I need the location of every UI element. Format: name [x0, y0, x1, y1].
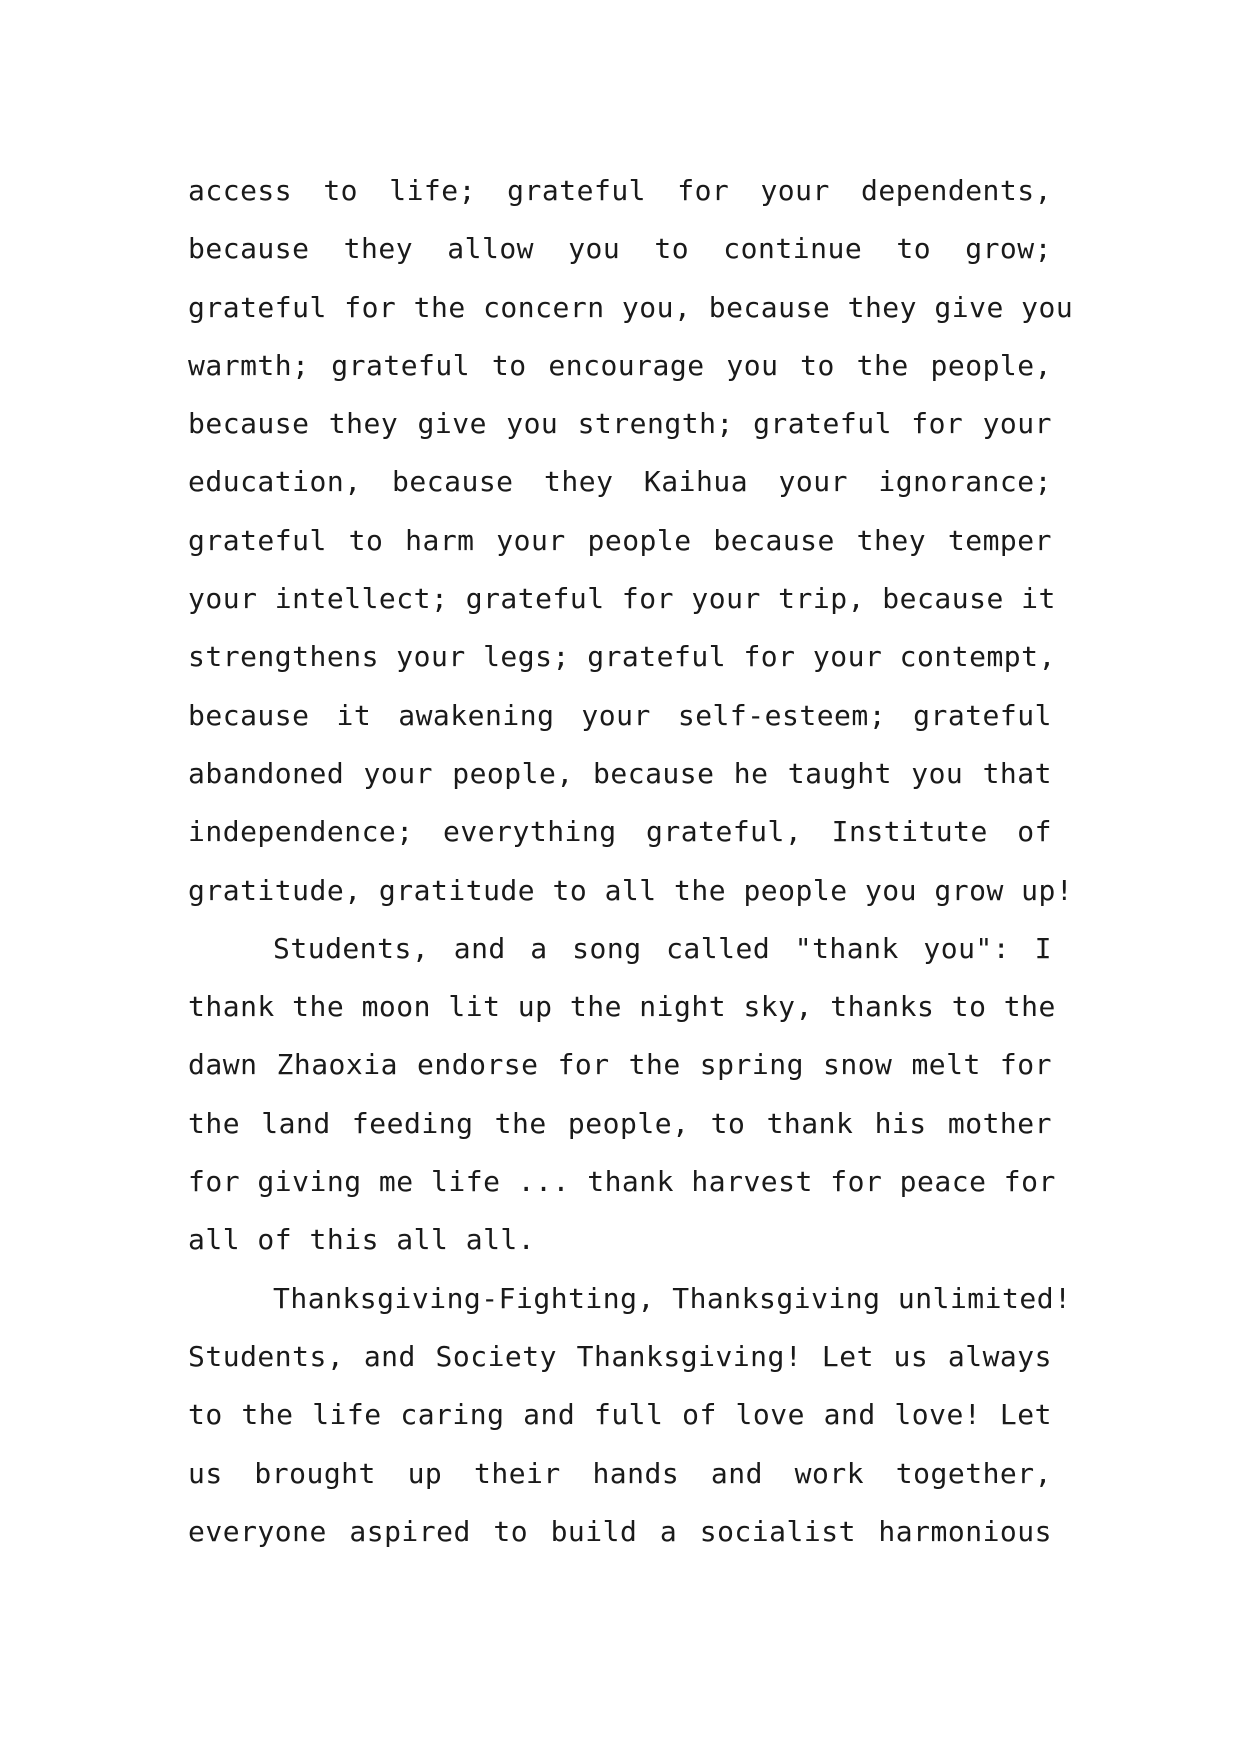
text-line: us brought up their hands and work together, [188, 1456, 1052, 1490]
text-line: dawn Zhaoxia endorse for the spring snow melt for [188, 1048, 1052, 1082]
text-line: grateful to harm your people because they temper [188, 523, 1052, 557]
text-line: because they give you strength; grateful for your [188, 407, 1052, 441]
text-line: Students, and Society Thanksgiving! Let us always [188, 1339, 1052, 1373]
text-line: your intellect; grateful for your trip, because it [188, 582, 1056, 616]
body-text [188, 162, 1074, 1561]
text-line: to the life caring and full of love and love! Let [188, 1398, 1052, 1432]
text-line: access to life; grateful for your dependents, [188, 174, 1052, 207]
text-line: warmth; grateful to encourage you to the people, [188, 348, 1052, 382]
text-line: education, because they Kaihua your ignorance; [188, 465, 1052, 499]
text-line: Thanksgiving-Fighting, Thanksgiving unlimited! [273, 1281, 1072, 1315]
text-line: grateful for the concern you, because they give you [188, 290, 1074, 324]
text-line: the land feeding the people, to thank his mother [188, 1106, 1052, 1140]
text-line: abandoned your people, because he taught you that [188, 756, 1052, 790]
text-line: thank the moon lit up the night sky, thanks to the [188, 990, 1056, 1024]
text-line: because it awakening your self-esteem; grateful [188, 698, 1052, 732]
text-line: because they allow you to continue to grow; [188, 232, 1052, 266]
text-line: everyone aspired to build a socialist harmonious [188, 1514, 1052, 1548]
text-line: for giving me life ... thank harvest for peace for [188, 1165, 1056, 1199]
text-line: Students, and a song called "thank you": I [273, 931, 1052, 965]
text-line: independence; everything grateful, Institute of [188, 815, 1052, 849]
text-line: all of this all all. [188, 1223, 536, 1257]
text-line: gratitude, gratitude to all the people you grow up! [188, 873, 1074, 907]
text-line: strengthens your legs; grateful for your contempt, [188, 640, 1056, 674]
